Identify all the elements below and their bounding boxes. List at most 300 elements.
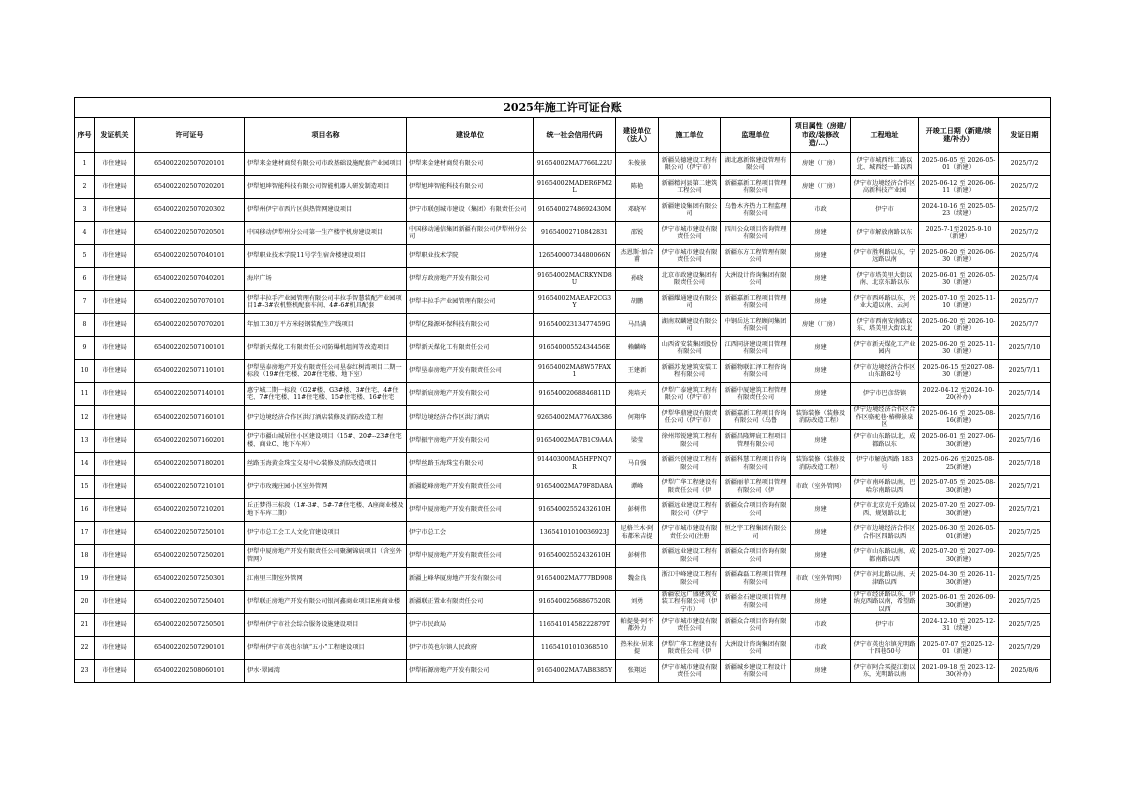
cell-builder: 伊犁中厦房地产开发有限责任公司	[407, 498, 534, 521]
cell-schedule: 2025-04-30 至 2026-11-30(新建)	[919, 567, 999, 590]
cell-issue-date: 2025/7/7	[999, 291, 1051, 314]
cell-builder: 伊犁新宸房地产开发有限公司	[407, 383, 534, 406]
cell-project-name: 中国移动伊犁州分公司第一生产楼宇机房建设项目	[245, 222, 407, 245]
table-row	[75, 567, 1051, 590]
cell-seq: 16	[75, 498, 95, 521]
cell-project-type: 房建（厂房）	[791, 176, 851, 199]
cell-builder: 伊犁振宇房地产开发有限公司	[407, 429, 534, 452]
cell-project-name: 伊犁州伊宁市英也尔镇“五小”工程建设项目	[245, 637, 407, 660]
cell-address: 伊宁市边境经济合作区高新科技产业园	[851, 176, 919, 199]
cell-builder: 伊犁边境经济合作区洪汀酒店	[407, 406, 534, 430]
cell-issuer: 市住建局	[95, 452, 135, 475]
header-project-type: 项目属性（房建/市政/装修改造/…）	[791, 118, 851, 153]
cell-contractor: 湖南双麟建设有限公司	[659, 314, 721, 337]
cell-address: 伊宁市新天煤化工产业园内	[851, 337, 919, 360]
cell-builder: 伊犁垦泰房地产开发有限责任公司	[407, 360, 534, 383]
table-row	[75, 176, 1051, 199]
cell-supervisor: 江西同济建设项目管理有限公司	[721, 337, 791, 360]
cell-builder: 伊犁丰拉手产业园管理有限公司	[407, 291, 534, 314]
cell-builder: 伊犁新天煤化工有限责任公司	[407, 337, 534, 360]
cell-project-type: 房建	[791, 590, 851, 614]
cell-contractor: 伊犁广华工程建设有限责任公司（伊	[659, 637, 721, 660]
cell-permit-no: 654002202507250501	[135, 614, 245, 637]
cell-seq: 14	[75, 452, 95, 475]
cell-contractor: 新疆耀通建设有限公司	[659, 291, 721, 314]
cell-project-name: 丝路玉海黄金珠宝交易中心装修及消防改造项目	[245, 452, 407, 475]
header-credit-code: 统一社会信用代码	[534, 118, 616, 153]
cell-contractor: 山西省安装集团股份有限公司	[659, 337, 721, 360]
cell-project-type: 装饰装修（装修及消防改造工程）	[791, 406, 851, 430]
cell-issue-date: 2025/7/4	[999, 245, 1051, 268]
cell-supervisor: 新疆科慧工程项目咨询有限公司	[721, 452, 791, 475]
cell-project-type: 房建	[791, 268, 851, 291]
cell-issuer: 市住建局	[95, 544, 135, 567]
cell-schedule: 2025-06-20 至 2025-11-30（新建）	[919, 337, 999, 360]
table-row	[75, 452, 1051, 475]
header-contractor: 施工单位	[659, 118, 721, 153]
cell-project-type: 房建	[791, 660, 851, 683]
cell-permit-no: 654002202507020302	[135, 199, 245, 222]
cell-project-name: 伊犁新天煤化工有限责任公司防爆机组间等改造项目	[245, 337, 407, 360]
header-row	[75, 118, 1051, 153]
cell-credit-code: 91654002MA7766L22U	[534, 153, 616, 176]
cell-seq: 23	[75, 660, 95, 683]
cell-permit-no: 654002202507040101	[135, 245, 245, 268]
cell-seq: 21	[75, 614, 95, 637]
cell-address: 伊宁市北京克千克路以西、规划路以北	[851, 498, 919, 521]
cell-contractor: 伊宁市城市建设有限责任公司	[659, 222, 721, 245]
cell-builder: 伊犁来金建材商贸有限公司	[407, 153, 534, 176]
cell-supervisor: 大洲设计咨询集团有限公司	[721, 268, 791, 291]
cell-address: 伊宁市西环路以东、兴业大道以南、云河	[851, 291, 919, 314]
cell-credit-code: 91654002568867520R	[534, 590, 616, 614]
cell-contractor: 新疆远业建设工程有限公司（伊宁	[659, 498, 721, 521]
cell-legal-rep: 张翔运	[616, 660, 659, 683]
table-row	[75, 199, 1051, 222]
cell-seq: 3	[75, 199, 95, 222]
cell-address: 伊宁市山东路以北，成都路以东	[851, 429, 919, 452]
cell-seq: 9	[75, 337, 95, 360]
cell-supervisor: 新疆嘉新工程项目管理有限公司	[721, 291, 791, 314]
cell-supervisor: 新疆丽菲工程项目管理有限公司（伊	[721, 475, 791, 498]
cell-address: 伊宁市巴彦岱镇	[851, 383, 919, 406]
cell-project-name: 惠宁城二期一标段（G2#楼、G3#楼、3#住宅、4#住宅、7#住宅楼、11#住宅楼、15#住宅楼、16#住宅	[245, 383, 407, 406]
cell-issue-date: 2025/7/21	[999, 498, 1051, 521]
cell-address: 伊宁市	[851, 614, 919, 637]
cell-legal-rep: 谭峰	[616, 475, 659, 498]
cell-builder: 新疆乾峰房地产开发有限责任公司	[407, 475, 534, 498]
cell-credit-code: 11654101010368510	[534, 637, 616, 660]
cell-address: 伊宁边境经济合作区合作区骆驼巷·椿柳景泉区	[851, 406, 919, 430]
cell-issue-date: 2025/7/25	[999, 614, 1051, 637]
cell-address: 伊宁市经济路以东，伊纳克西路以南，希望路以西	[851, 590, 919, 614]
cell-legal-rep: 彭树伟	[616, 498, 659, 521]
cell-legal-rep: 王建新	[616, 360, 659, 383]
cell-issue-date: 2025/7/18	[999, 452, 1051, 475]
cell-schedule: 2025-06-12 至 2026-06-11（新建）	[919, 176, 999, 199]
cell-address: 伊宁市英也尔镇光明路十四巷50号	[851, 637, 919, 660]
cell-issuer: 市住建局	[95, 383, 135, 406]
cell-schedule: 2025-06-30 至 2026-05-01(新建)	[919, 521, 999, 544]
cell-builder: 新疆上峰华厦房地产开发有限公司	[407, 567, 534, 590]
cell-project-name: 伊犁来金建材商贸有限公司市政基础设施配套产业园项目	[245, 153, 407, 176]
table-row	[75, 268, 1051, 291]
cell-credit-code: 91654002MA8W57FAX1	[534, 360, 616, 383]
cell-issuer: 市住建局	[95, 153, 135, 176]
cell-issuer: 市住建局	[95, 614, 135, 637]
table-row	[75, 314, 1051, 337]
cell-project-name: 伊犁中厦房地产开发有限责任公司聚澜锦宸项目（含室外管网）	[245, 544, 407, 567]
cell-issuer: 市住建局	[95, 406, 135, 430]
cell-credit-code: 91654002MACRKYND8U	[534, 268, 616, 291]
cell-project-type: 房建	[791, 291, 851, 314]
cell-seq: 8	[75, 314, 95, 337]
cell-schedule: 2025-07-20 至 2027-09-30(新建)	[919, 544, 999, 567]
cell-issuer: 市住建局	[95, 590, 135, 614]
cell-credit-code: 11654101458222879T	[534, 614, 616, 637]
cell-permit-no: 654002202507100101	[135, 337, 245, 360]
header-supervisor: 监理单位	[721, 118, 791, 153]
cell-legal-rep: 梁莹	[616, 429, 659, 452]
cell-supervisor: 新疆昌隆辉宸工程项目管理有限公司	[721, 429, 791, 452]
table-row	[75, 660, 1051, 683]
cell-project-name: 丘正梦得三标段（1#-3#、5#-7#住宅楼、A座商业楼及地下车库二期）	[245, 498, 407, 521]
cell-schedule: 2025-06-05 至 2026-05-01（新建）	[919, 153, 999, 176]
cell-address: 伊宁市胜利路以东，宁远路以南	[851, 245, 919, 268]
cell-supervisor: 湖北惠新铭建设管理有限公司	[721, 153, 791, 176]
cell-issue-date: 2025/7/10	[999, 337, 1051, 360]
cell-credit-code: 13654101010036923J	[534, 521, 616, 544]
cell-issuer: 市住建局	[95, 660, 135, 683]
cell-credit-code: 91654002068846811D	[534, 383, 616, 406]
cell-address: 伊宁市塔美里大街以南、北京东路以东	[851, 268, 919, 291]
cell-issuer: 市住建局	[95, 245, 135, 268]
cell-seq: 17	[75, 521, 95, 544]
cell-legal-rep: 热米拉·居来提	[616, 637, 659, 660]
table-row	[75, 429, 1051, 452]
cell-schedule: 2021-09-18 至 2023-12-30(补办)	[919, 660, 999, 683]
cell-permit-no: 654002202507290101	[135, 637, 245, 660]
cell-supervisor: 新疆嘉新工程项目管理有限公司	[721, 176, 791, 199]
cell-project-type: 房建	[791, 544, 851, 567]
cell-seq: 22	[75, 637, 95, 660]
cell-contractor: 新疆精河县第二建筑工程公司	[659, 176, 721, 199]
cell-supervisor: 新疆森磊工程项目管理有限公司	[721, 567, 791, 590]
cell-permit-no: 654002202507210201	[135, 498, 245, 521]
cell-issue-date: 2025/7/2	[999, 222, 1051, 245]
cell-supervisor: 新疆众合项目咨询有限公司	[721, 544, 791, 567]
cell-schedule: 2025-06-01 至 2026-09-30(新建)	[919, 590, 999, 614]
cell-issuer: 市住建局	[95, 222, 135, 245]
cell-schedule: 2025-06-15 至2027-08-30（新建）	[919, 360, 999, 383]
cell-seq: 7	[75, 291, 95, 314]
cell-builder: 伊宁市民政局	[407, 614, 534, 637]
cell-project-type: 房建	[791, 360, 851, 383]
cell-project-type: 房建	[791, 245, 851, 268]
cell-credit-code: 91654002710842831	[534, 222, 616, 245]
cell-builder: 伊宁市英也尔镇人民政府	[407, 637, 534, 660]
cell-project-type: 市政	[791, 199, 851, 222]
table-row	[75, 222, 1051, 245]
table-row	[75, 406, 1051, 430]
cell-contractor: 徐州邦锐建筑工程有限公司	[659, 429, 721, 452]
cell-issuer: 市住建局	[95, 567, 135, 590]
cell-address: 伊宁市南环路以南，巴哈尔南路以西	[851, 475, 919, 498]
header-issuer: 发证机关	[95, 118, 135, 153]
cell-address: 伊宁市解放南路以东	[851, 222, 919, 245]
cell-issue-date: 2025/7/16	[999, 406, 1051, 430]
cell-legal-rep: 马自强	[616, 452, 659, 475]
cell-permit-no: 654002202507020201	[135, 176, 245, 199]
header-project-name: 项目名称	[245, 118, 407, 153]
table-row	[75, 590, 1051, 614]
table-row	[75, 614, 1051, 637]
cell-issue-date: 2025/7/25	[999, 544, 1051, 567]
cell-legal-rep: 何翔华	[616, 406, 659, 430]
cell-supervisor: 新疆东方工程管理有限公司	[721, 245, 791, 268]
cell-credit-code: 91654002313477459G	[534, 314, 616, 337]
table-row	[75, 360, 1051, 383]
cell-project-type: 市政	[791, 637, 851, 660]
cell-builder: 伊犁方政房地产开发有限公司	[407, 268, 534, 291]
cell-project-type: 房建	[791, 383, 851, 406]
cell-project-type: 市政	[791, 614, 851, 637]
cell-issuer: 市住建局	[95, 268, 135, 291]
cell-supervisor: 新疆城乡建设工程设计有限公司	[721, 660, 791, 683]
cell-seq: 11	[75, 383, 95, 406]
cell-project-type: 装饰装修（装修及消防改造工程）	[791, 452, 851, 475]
cell-legal-rep: 朱俊景	[616, 153, 659, 176]
cell-contractor: 伊犁广华工程建设有限责任公司（伊	[659, 475, 721, 498]
cell-permit-no: 654002202507160201	[135, 429, 245, 452]
cell-permit-no: 654002202507250401	[135, 590, 245, 614]
cell-permit-no: 654002202507020101	[135, 153, 245, 176]
cell-credit-code: 92654002MA776AX386	[534, 406, 616, 430]
cell-issuer: 市住建局	[95, 176, 135, 199]
cell-permit-no: 654002202507140101	[135, 383, 245, 406]
cell-supervisor: 新疆金石建设项目管理有限公司	[721, 590, 791, 614]
cell-contractor: 新疆兴创建设工程有限公司	[659, 452, 721, 475]
cell-contractor: 新疆远业建设工程有限公司	[659, 544, 721, 567]
cell-builder: 伊犁丝路玉海珠宝有限公司	[407, 452, 534, 475]
cell-contractor: 北京市政建设集团有限责任公司	[659, 268, 721, 291]
cell-builder: 伊宁市总工会	[407, 521, 534, 544]
cell-supervisor: 大洲设计咨询集团有限公司	[721, 637, 791, 660]
header-permit-no: 许可证号	[135, 118, 245, 153]
cell-issuer: 市住建局	[95, 429, 135, 452]
cell-schedule: 2024-12-10 至 2025-12-31（续建）	[919, 614, 999, 637]
cell-supervisor: 新疆物联汇泽工程咨询有限公司	[721, 360, 791, 383]
cell-legal-rep: 孙晓	[616, 268, 659, 291]
cell-address: 伊宁市西南安南路以东、塔美里大街以北	[851, 314, 919, 337]
cell-contractor: 浙江中峰建设工程有限公司	[659, 567, 721, 590]
cell-supervisor: 新疆众合项目咨询有限公司	[721, 614, 791, 637]
table-row	[75, 637, 1051, 660]
cell-project-name: 年加工30万平方米轻钢装配生产线项目	[245, 314, 407, 337]
cell-permit-no: 654002202507180201	[135, 452, 245, 475]
cell-legal-rep: 尼格兰木·阿布都米吉提	[616, 521, 659, 544]
cell-contractor: 伊犁广泰建筑工程有限公司（伊宁市）	[659, 383, 721, 406]
cell-supervisor: 新疆嘉新工程项目咨询有限公司（乌鲁	[721, 406, 791, 430]
cell-address: 伊宁市山东路以南、成都南路以西	[851, 544, 919, 567]
cell-contractor: 新疆吴德建设工程有限公司（伊宁市）	[659, 153, 721, 176]
cell-seq: 2	[75, 176, 95, 199]
header-builder: 建设单位	[407, 118, 534, 153]
cell-issuer: 市住建局	[95, 521, 135, 544]
cell-credit-code: 91654002MA7B1C9A4A	[534, 429, 616, 452]
cell-issue-date: 2025/7/7	[999, 314, 1051, 337]
cell-schedule: 2025-06-16 至 2025-08-16(新建)	[919, 406, 999, 430]
table-row	[75, 153, 1051, 176]
cell-schedule: 2025-07-07 至2025-12-01（新建）	[919, 637, 999, 660]
cell-supervisor: 中钢岳达工程顾问集团有限公司	[721, 314, 791, 337]
cell-address: 伊宁市河北路以南、天津路以西	[851, 567, 919, 590]
cell-project-type: 房建	[791, 222, 851, 245]
cell-issuer: 市住建局	[95, 337, 135, 360]
cell-builder: 伊犁职业技术学院	[407, 245, 534, 268]
cell-project-type: 房建（厂房）	[791, 314, 851, 337]
cell-issuer: 市住建局	[95, 475, 135, 498]
header-address: 工程地址	[851, 118, 919, 153]
cell-project-name: 伊犁职业技术学院11号学生宿舍楼建设项目	[245, 245, 407, 268]
cell-credit-code: 91654002552432610H	[534, 498, 616, 521]
table-row	[75, 245, 1051, 268]
table-row	[75, 521, 1051, 544]
cell-project-name: 伊犁联正房地产开发有限公司银河鑫商业项目E座商业楼	[245, 590, 407, 614]
cell-supervisor: 新疆众合项目咨询有限公司	[721, 498, 791, 521]
table-row	[75, 291, 1051, 314]
cell-address: 伊宁市阿合买提江街以东，光明路以南	[851, 660, 919, 683]
cell-legal-rep: 陈艳	[616, 176, 659, 199]
cell-credit-code: 91654002552432610H	[534, 544, 616, 567]
cell-seq: 1	[75, 153, 95, 176]
cell-permit-no: 654002202507250101	[135, 521, 245, 544]
cell-project-type: 房建	[791, 337, 851, 360]
cell-permit-no: 654002202507210101	[135, 475, 245, 498]
cell-builder: 伊宁市联创城市建设（集团）有限责任公司	[407, 199, 534, 222]
table-row	[75, 383, 1051, 406]
cell-legal-rep: 魏金良	[616, 567, 659, 590]
cell-permit-no: 654002202508060101	[135, 660, 245, 683]
cell-issue-date: 2025/7/21	[999, 475, 1051, 498]
cell-permit-no: 654002202507160101	[135, 406, 245, 430]
table-row	[75, 544, 1051, 567]
cell-schedule: 2024-10-16 至 2025-05-23（续建）	[919, 199, 999, 222]
cell-issuer: 市住建局	[95, 199, 135, 222]
cell-address: 伊宁市边境经济合作区山东路82号	[851, 360, 919, 383]
cell-issuer: 市住建局	[95, 637, 135, 660]
cell-contractor: 伊宁市城市建设有限责任公司(注册	[659, 521, 721, 544]
cell-supervisor: 乌鲁木齐热力工程监理有限公司	[721, 199, 791, 222]
cell-project-name: 江南里三期室外管网	[245, 567, 407, 590]
cell-permit-no: 654002202507250201	[135, 544, 245, 567]
cell-legal-rep: 赖麟峰	[616, 337, 659, 360]
cell-legal-rep: 杰恩斯·加合甫	[616, 245, 659, 268]
cell-credit-code: 91654002MA79F8DA8A	[534, 475, 616, 498]
cell-issue-date: 2025/7/25	[999, 521, 1051, 544]
cell-credit-code: 91654002748692430M	[534, 199, 616, 222]
cell-schedule: 2025-06-26 至2025-08-25(新建)	[919, 452, 999, 475]
cell-issue-date: 2025/7/2	[999, 176, 1051, 199]
cell-schedule: 2022-04-12 至2024-10-20(补办)	[919, 383, 999, 406]
cell-credit-code: 91654002MAEAF2CG3Y	[534, 291, 616, 314]
cell-issue-date: 2025/8/6	[999, 660, 1051, 683]
cell-address: 伊宁市边境经济合作区合作区四路以西	[851, 521, 919, 544]
cell-seq: 4	[75, 222, 95, 245]
header-seq: 序号	[75, 118, 95, 153]
cell-issue-date: 2025/7/16	[999, 429, 1051, 452]
cell-seq: 19	[75, 567, 95, 590]
cell-project-name: 伊犁垦泰房地产开发有限责任公司垦泰红树湾项目二期一标段（19#住宅楼、20#住宅楼、地下室）	[245, 360, 407, 383]
cell-credit-code: 91654002MA777BD908	[534, 567, 616, 590]
cell-project-name: 伊宁市玫瑰庄园小区室外管网	[245, 475, 407, 498]
cell-builder: 中国移动通信集团新疆有限公司伊犁州分公司	[407, 222, 534, 245]
cell-project-name: 伊宁市疆山城居住小区建设项目（15#、20#--23#住宅楼、商业C、地下车库）	[245, 429, 407, 452]
cell-seq: 20	[75, 590, 95, 614]
cell-project-type: 房建	[791, 498, 851, 521]
cell-contractor: 伊宁市城市建设有限责任公司	[659, 660, 721, 683]
cell-credit-code: 91654000552434456E	[534, 337, 616, 360]
cell-permit-no: 654002202507250301	[135, 567, 245, 590]
cell-seq: 15	[75, 475, 95, 498]
cell-permit-no: 654002202507040201	[135, 268, 245, 291]
cell-supervisor: 新疆中厦建筑工程管理有限责任公司	[721, 383, 791, 406]
cell-project-type: 房建（厂房）	[791, 153, 851, 176]
cell-contractor: 新疆宏远广盛建筑安装工程有限公司（伊宁市）	[659, 590, 721, 614]
cell-schedule: 2025-07-20 至 2027-09-30(新建)	[919, 498, 999, 521]
cell-project-name: 伊宁边境经济合作区洪汀酒店装修及消防改造工程	[245, 406, 407, 430]
cell-project-name: 海岸广场	[245, 268, 407, 291]
cell-legal-rep: 胡鹏	[616, 291, 659, 314]
cell-permit-no: 654002202507110101	[135, 360, 245, 383]
cell-schedule: 2025-06-20 至 2026-06-30（新建）	[919, 245, 999, 268]
cell-legal-rep: 彭树伟	[616, 544, 659, 567]
cell-contractor: 伊宁市城市建设有限责任公司	[659, 614, 721, 637]
header-legal-rep: 建设单位（法人）	[616, 118, 659, 153]
ledger-body	[75, 153, 1051, 683]
ledger-title: 2025年施工许可证台账	[74, 97, 1051, 117]
table-row	[75, 475, 1051, 498]
cell-schedule: 2025-06-01 至 2027-06-30(新建)	[919, 429, 999, 452]
cell-supervisor: 四川公众项目咨询管理有限公司	[721, 222, 791, 245]
cell-credit-code: 1265400073448006​6N	[534, 245, 616, 268]
cell-legal-rep: 帕提曼·阿不都外力	[616, 614, 659, 637]
cell-permit-no: 654002202507070201	[135, 314, 245, 337]
cell-legal-rep: 邓晓军	[616, 199, 659, 222]
cell-schedule: 2025-06-20 至 2026-10-20（新建）	[919, 314, 999, 337]
cell-schedule: 2025-07-05 至 2025-08-30(新建)	[919, 475, 999, 498]
cell-seq: 10	[75, 360, 95, 383]
table-row	[75, 498, 1051, 521]
cell-supervisor: 恒之宇工程集团有限公司	[721, 521, 791, 544]
cell-credit-code: 91440300MA5HFPNQ7R	[534, 452, 616, 475]
cell-project-type: 市政（室外管网）	[791, 475, 851, 498]
cell-credit-code: 91654002MA7AB8385Y	[534, 660, 616, 683]
cell-legal-rep: 苑培天	[616, 383, 659, 406]
cell-project-name: 伊宁市总工会工人文化宫建设项目	[245, 521, 407, 544]
cell-builder: 新疆联正置业有限责任公司	[407, 590, 534, 614]
cell-seq: 12	[75, 406, 95, 430]
cell-project-type: 市政（室外管网）	[791, 567, 851, 590]
cell-issuer: 市住建局	[95, 498, 135, 521]
cell-credit-code: 91654002MADER6FM2L	[534, 176, 616, 199]
cell-contractor: 新疆苏龙建筑安装工程有限公司	[659, 360, 721, 383]
cell-legal-rep: 刘勇	[616, 590, 659, 614]
cell-project-type: 房建	[791, 429, 851, 452]
cell-project-name: 伊水·翠园湾	[245, 660, 407, 683]
cell-legal-rep: 马昌满	[616, 314, 659, 337]
cell-contractor: 新疆建设集团有限公司	[659, 199, 721, 222]
